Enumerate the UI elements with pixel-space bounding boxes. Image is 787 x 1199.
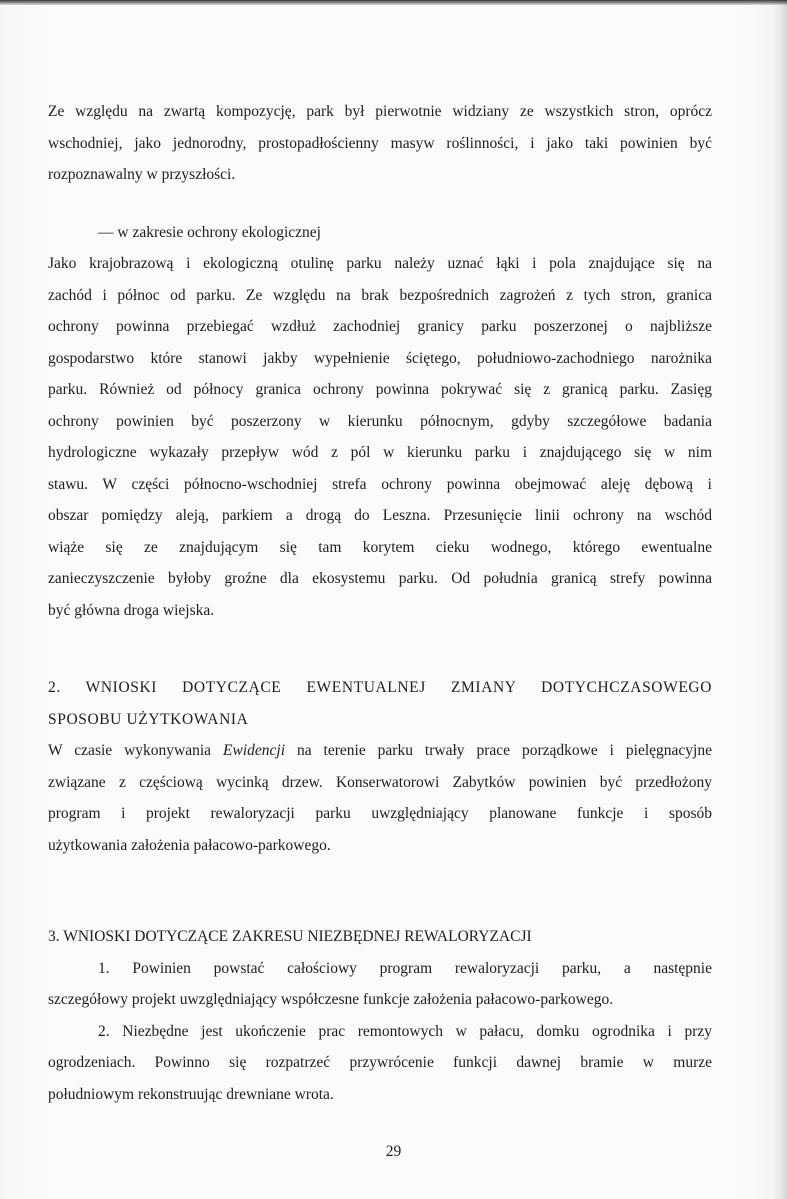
section-3 bbox=[48, 921, 712, 1110]
section-2-heading-continued: SPOSOBU UŻYTKOWANIA bbox=[48, 710, 249, 728]
ecology-subheading: — w zakresie ochrony ekologicznej bbox=[98, 223, 321, 241]
text-line: użytkowania założenia pałacowo-parkowego. bbox=[48, 836, 331, 854]
text-line: parku. Również od północy granica ochrony powinna pokrywać się z granicą parku. Zasięg bbox=[48, 381, 712, 398]
text-fragment: W czasie wykonywania bbox=[48, 742, 224, 759]
text-line: wiąże się ze znajdującym się tam korytem cieku wodnego, którego ewentualne bbox=[48, 538, 712, 556]
text-line: stawu. W części północno-wschodniej strefa ochrony powinna obejmować aleję dębową i bbox=[48, 475, 712, 493]
text-line: być główna droga wiejska. bbox=[48, 601, 215, 619]
section-3-heading: 3. WNIOSKI DOTYCZĄCE ZAKRESU NIEZBĘDNEJ REWALORYZACJI bbox=[48, 928, 532, 945]
text-line: zanieczyszczenie byłoby groźne dla ekosystemu parku. Od południa granicą strefy powinna bbox=[48, 570, 712, 587]
list-item-2: 2. Niezbędne jest ukończenie prac remontowych w pałacu, domku ogrodnika i przy bbox=[98, 1022, 712, 1040]
text-line: rozpoznawalny w przyszłości. bbox=[48, 166, 236, 183]
text-line bbox=[48, 735, 712, 767]
text-line: ogrodzeniach. Powinno się rozpatrzeć przywrócenie funkcji dawnej bramie w murze bbox=[48, 1054, 712, 1071]
document-body bbox=[48, 96, 712, 1110]
text-line: ochrony powinna przebiegać wzdłuż zachodniej granicy parku poszerzonej o najbliższe bbox=[48, 318, 712, 335]
italic-term: Ewidencji bbox=[223, 742, 286, 759]
text-line: hydrologiczne wykazały przepływ wód z pól w kierunku parku i znajdującego się w nim bbox=[48, 444, 712, 461]
list-item-1: 1. Powinien powstać całościowy program rewaloryzacji parku, a następnie bbox=[98, 959, 712, 977]
text-line: Jako krajobrazową i ekologiczną otulinę parku należy uznać łąki i pola znajdujące się na bbox=[48, 255, 712, 272]
text-line: program i projekt rewaloryzacji parku uwzględniający planowane funkcje i sposób bbox=[48, 805, 712, 822]
text-line: szczegółowy projekt uwzględniający współczesne funkcje założenia pałacowo-parkowego. bbox=[48, 991, 614, 1008]
text-fragment: na terenie parku trwały prace porządkowe i pielęgnacyjne bbox=[285, 742, 712, 759]
text-line: ochrony powinien być poszerzony w kierunku północnym, gdyby szczegółowe badania bbox=[48, 412, 712, 430]
text-line: gospodarstwo które stanowi jakby wypełnienie ściętego, południowo-zachodniego narożnika bbox=[48, 349, 712, 367]
text-line: południowym rekonstruując drewniane wrota. bbox=[48, 1085, 334, 1103]
section-2-heading: 2. WNIOSKI DOTYCZĄCE EWENTUALNEJ ZMIANY DOTYCHCZASOWEGO bbox=[48, 679, 712, 696]
page-number: 29 bbox=[385, 1143, 402, 1160]
section-2 bbox=[48, 672, 712, 861]
text-line: obszar pomiędzy aleją, parkiem a drogą do Leszna. Przesunięcie linii ochrony na wschód bbox=[48, 507, 712, 524]
intro-paragraph bbox=[48, 96, 712, 191]
text-line: związane z częściową wycinką drzew. Konserwatorowi Zabytków powinien być przedłożony bbox=[48, 773, 712, 791]
text-line: zachód i północ od parku. Ze względu na brak bezpośrednich zagrożeń z tych stron, granica bbox=[48, 286, 712, 304]
page-top-edge bbox=[0, 0, 787, 5]
text-line: Ze względu na zwartą kompozycję, park był pierwotnie widziany ze wszystkich stron, oprócz bbox=[48, 103, 712, 120]
ecology-section bbox=[48, 217, 712, 627]
text-line: wschodniej, jako jednorodny, prostopadłościenny masyw roślinności, i jako taki powinien być bbox=[48, 134, 712, 152]
page-right-shadow bbox=[773, 0, 787, 1199]
